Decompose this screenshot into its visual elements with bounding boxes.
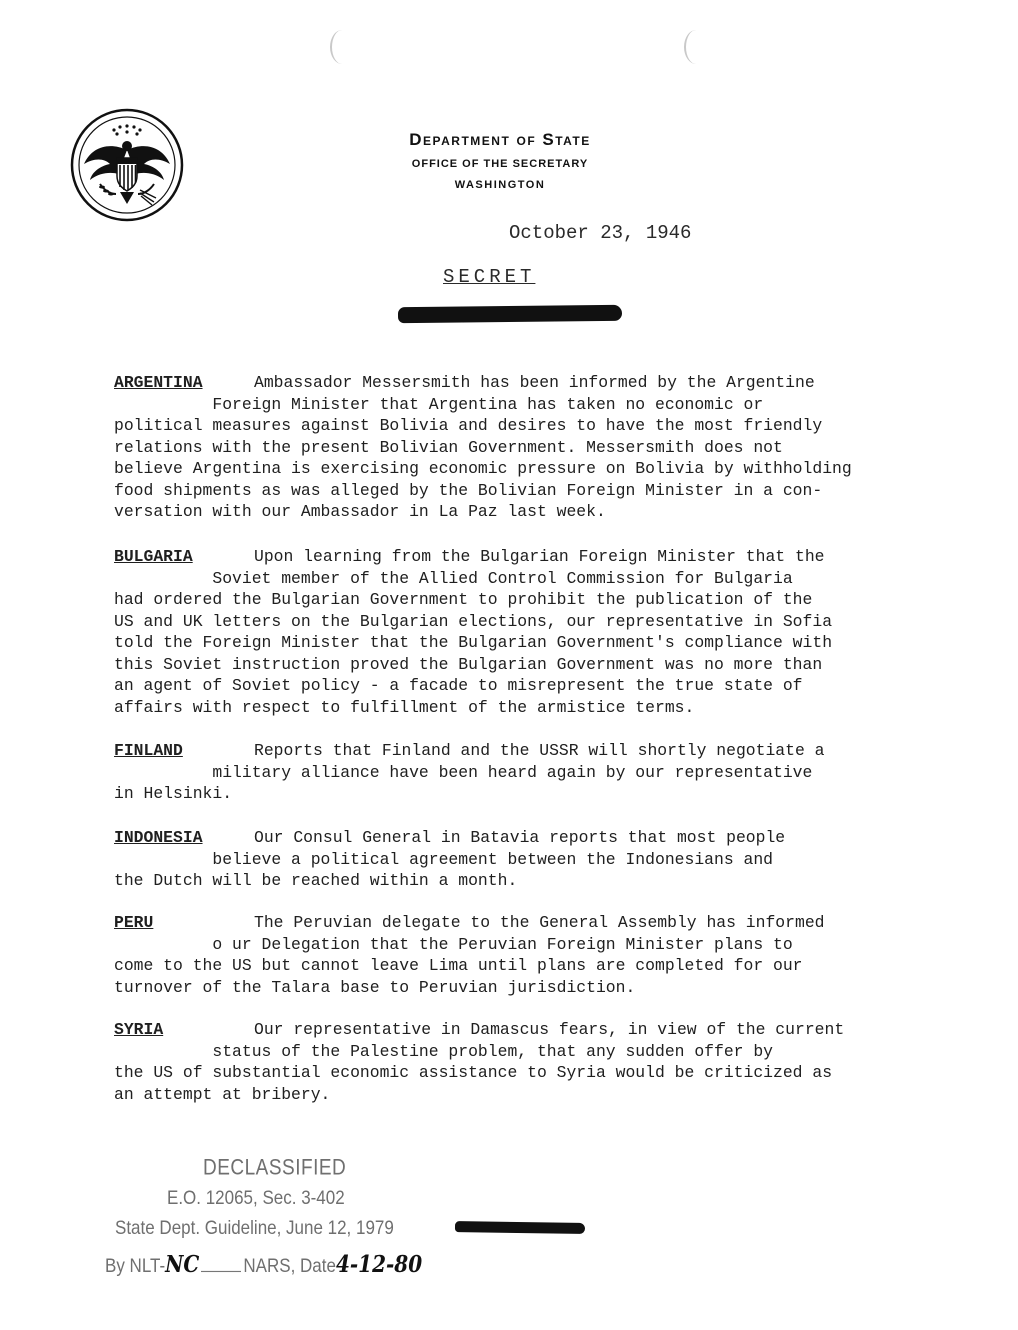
entry-line: Upon learning from the Bulgarian Foreign Minister that the bbox=[254, 547, 825, 566]
stamp-date-label: NARS, Date bbox=[243, 1254, 336, 1277]
redaction-bar bbox=[398, 305, 622, 323]
entry-line: The Peruvian delegate to the General Assembly has informed bbox=[254, 913, 825, 932]
entry-line: Ambassador Messersmith has been informed by the Argentine bbox=[254, 373, 815, 392]
office-name: OFFICE OF THE SECRETARY bbox=[411, 158, 589, 170]
country-heading: SYRIA bbox=[114, 1020, 164, 1039]
entry-line: in Helsinki. bbox=[114, 784, 233, 803]
stamp-guideline: State Dept. Guideline, June 12, 1979 bbox=[115, 1216, 394, 1239]
entry-line: Reports that Finland and the USSR will shortly negotiate a bbox=[254, 741, 825, 760]
entry-line: turnover of the Talara base to Peruvian jurisdiction. bbox=[114, 977, 636, 997]
redaction-bar bbox=[455, 1221, 585, 1234]
entry-line: food shipments as was alleged by the Bolivian Foreign Minister in a con- bbox=[114, 480, 823, 500]
entry-argentina bbox=[114, 372, 914, 523]
stamp-signature-line bbox=[105, 1250, 422, 1278]
entry-line: believe Argentina is exercising economic pressure on Bolivia by withholding bbox=[114, 459, 852, 478]
hole-punch-mark bbox=[684, 30, 708, 64]
entry-line: affairs with respect to fulfillment of the armistice terms. bbox=[114, 697, 695, 717]
entry-bulgaria bbox=[114, 546, 914, 718]
entry-line: told the Foreign Minister that the Bulgarian Government's compliance with bbox=[114, 633, 833, 652]
stamp-date: 4-12-80 bbox=[335, 1250, 423, 1278]
entry-finland bbox=[114, 740, 914, 805]
country-heading: PERU bbox=[114, 913, 154, 932]
department-name: Department of State bbox=[409, 130, 591, 149]
entry-line: had ordered the Bulgarian Government to prohibit the publication of the bbox=[114, 590, 813, 609]
country-heading: INDONESIA bbox=[114, 828, 203, 847]
entry-line: Our Consul General in Batavia reports that most people bbox=[254, 828, 786, 847]
entry-line: the US of substantial economic assistance to Syria would be criticized as bbox=[114, 1063, 833, 1082]
entry-line: the Dutch will be reached within a month. bbox=[114, 871, 518, 890]
entry-line: political measures against Bolivia and desires to have the most friendly bbox=[114, 416, 823, 435]
hole-punch-mark bbox=[330, 30, 354, 64]
stamp-initials: NC bbox=[165, 1250, 200, 1278]
stamp-title: DECLASSIFIED bbox=[203, 1156, 347, 1181]
document-date: October 23, 1946 bbox=[509, 222, 692, 244]
stamp-blank bbox=[201, 1271, 241, 1272]
entry-line: an attempt at bribery. bbox=[114, 1084, 331, 1104]
city-name: WASHINGTON bbox=[454, 179, 546, 191]
entry-line: Soviet member of the Allied Control Commission for Bulgaria bbox=[114, 568, 793, 588]
classification-heading: SECRET bbox=[443, 266, 536, 288]
entry-line: this Soviet instruction proved the Bulgarian Government was no more than bbox=[114, 654, 823, 674]
letterhead bbox=[330, 130, 670, 191]
entry-line: an agent of Soviet policy - a facade to misrepresent the true state of bbox=[114, 676, 803, 695]
stamp-authority: E.O. 12065, Sec. 3-402 bbox=[167, 1186, 345, 1209]
entry-line: versation with our Ambassador in La Paz last week. bbox=[114, 502, 606, 521]
entry-line: Our representative in Damascus fears, in view of the current bbox=[254, 1020, 845, 1039]
entry-peru bbox=[114, 912, 914, 998]
entry-line: believe a political agreement between the Indonesians and bbox=[114, 849, 774, 869]
entry-line: status of the Palestine problem, that any sudden offer by bbox=[114, 1041, 774, 1061]
entry-line: o ur Delegation that the Peruvian Foreign Minister plans to bbox=[114, 934, 793, 954]
entry-line: come to the US but cannot leave Lima until plans are completed for our bbox=[114, 956, 803, 975]
country-heading: FINLAND bbox=[114, 741, 183, 760]
entry-line: military alliance have been heard again by our representative bbox=[114, 762, 813, 782]
entry-syria bbox=[114, 1019, 914, 1105]
stamp-by-label: By NLT- bbox=[105, 1254, 166, 1277]
great-seal-icon bbox=[70, 108, 184, 222]
entry-line: US and UK letters on the Bulgarian elections, our representative in Sofia bbox=[114, 611, 833, 631]
entry-line: Foreign Minister that Argentina has taken no economic or bbox=[114, 394, 764, 414]
country-heading: BULGARIA bbox=[114, 547, 193, 566]
country-heading: ARGENTINA bbox=[114, 373, 203, 392]
entry-line: relations with the present Bolivian Government. Messersmith does not bbox=[114, 437, 783, 457]
entry-indonesia bbox=[114, 827, 914, 892]
